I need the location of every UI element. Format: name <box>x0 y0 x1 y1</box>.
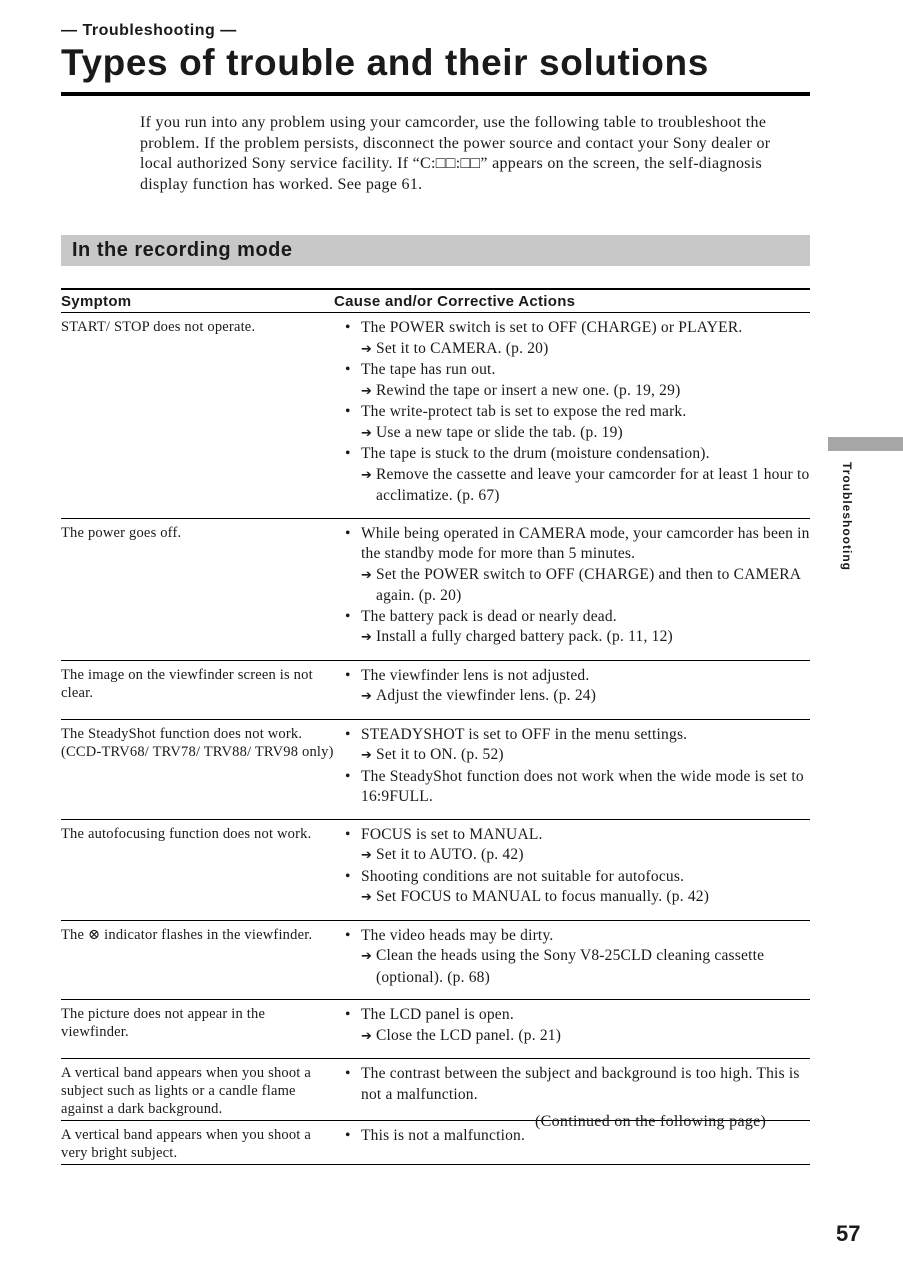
page-number: 57 <box>836 1221 861 1246</box>
cause-item: • The SteadyShot function does not work when the wide mode is set to 16:9FULL. <box>334 767 810 808</box>
action-item <box>334 887 810 909</box>
action-item <box>334 845 810 867</box>
cause-item: • The video heads may be dirty. <box>334 926 810 947</box>
cause-cell <box>334 719 810 819</box>
symptom-cell: START/ STOP does not operate. <box>61 319 256 335</box>
table-row <box>61 313 810 519</box>
title-rule <box>61 92 810 96</box>
cause-item: • The write-protect tab is set to expose the red mark. <box>334 402 810 423</box>
cause-item: • The POWER switch is set to OFF (CHARGE) or PLAYER. <box>334 318 810 339</box>
right-arrow-icon: ➔ <box>361 1028 373 1044</box>
right-arrow-icon: ➔ <box>361 341 373 357</box>
cause-cell <box>334 313 810 519</box>
row-spacer <box>334 1147 810 1156</box>
symptom-cell: A vertical band appears when you shoot a subject such as lights or a candle flame against a dark background. <box>61 1065 311 1117</box>
action-text: Set FOCUS to MANUAL to focus manually. (p. 42) <box>376 888 710 905</box>
right-arrow-icon: ➔ <box>361 748 373 763</box>
right-arrow-icon: ➔ <box>361 689 373 704</box>
action-item <box>334 381 810 403</box>
cause-item: • STEADYSHOT is set to OFF in the menu settings. <box>334 725 810 746</box>
right-arrow-icon: ➔ <box>361 890 373 905</box>
troubleshooting-table <box>61 288 810 1165</box>
action-item <box>334 946 810 988</box>
column-header-cause: Cause and/or Corrective Actions <box>334 293 576 310</box>
right-arrow-icon: ➔ <box>361 467 373 483</box>
row-spacer <box>334 507 810 516</box>
symptom-cell: The picture does not appear in the viewfinder. <box>61 1006 266 1040</box>
table-row <box>61 518 810 660</box>
continued-note: (Continued on the following page) <box>535 1113 767 1130</box>
row-spacer <box>334 649 810 658</box>
cause-item: • The viewfinder lens is not adjusted. <box>334 666 810 687</box>
table-row <box>61 1000 810 1059</box>
action-item <box>334 627 810 649</box>
action-text: Set it to ON. (p. 52) <box>376 746 504 763</box>
action-text: Adjust the viewfinder lens. (p. 24) <box>376 687 597 704</box>
symptom-cell: The autofocusing function does not work. <box>61 825 312 842</box>
cause-item: • While being operated in CAMERA mode, your camcorder has been in the standby mode for more than 5 minutes. <box>334 524 810 565</box>
cause-cell <box>334 920 810 1000</box>
cause-cell <box>334 1059 810 1121</box>
cause-item: • The LCD panel is open. <box>334 1005 810 1026</box>
action-text: Clean the heads using the Sony V8-25CLD cleaning cassette (optional). (p. 68) <box>376 947 765 986</box>
right-arrow-icon: ➔ <box>361 425 373 441</box>
cause-item: • The tape has run out. <box>334 360 810 381</box>
symptom-cell: The image on the viewfinder screen is not clear. <box>61 666 313 701</box>
row-spacer <box>334 708 810 717</box>
side-tab-marker <box>828 437 903 451</box>
cause-item: • The contrast between the subject and background is too high. This is not a malfunction. <box>334 1064 810 1105</box>
side-tab-label: Troubleshooting <box>840 462 854 571</box>
mode-heading: In the recording mode <box>72 239 293 261</box>
action-item <box>334 686 810 708</box>
right-arrow-icon: ➔ <box>361 848 373 863</box>
column-header-symptom: Symptom <box>61 293 132 310</box>
cause-item: • FOCUS is set to MANUAL. <box>334 825 810 846</box>
action-item <box>334 745 810 767</box>
action-item <box>334 565 810 607</box>
cause-item: • Shooting conditions are not suitable for autofocus. <box>334 867 810 888</box>
row-spacer <box>334 808 810 817</box>
cause-cell <box>334 819 810 920</box>
right-arrow-icon: ➔ <box>361 949 373 964</box>
right-arrow-icon: ➔ <box>361 630 373 645</box>
action-item <box>334 423 810 445</box>
section-label: — Troubleshooting — <box>61 22 237 39</box>
table-row <box>61 819 810 920</box>
action-text: Set the POWER switch to OFF (CHARGE) and then to CAMERA again. (p. 20) <box>376 565 801 604</box>
action-text: Use a new tape or slide the tab. (p. 19) <box>376 423 623 441</box>
action-text: Install a fully charged battery pack. (p. 11, 12) <box>376 628 673 645</box>
right-arrow-icon: ➔ <box>361 567 373 583</box>
action-text: Close the LCD panel. (p. 21) <box>376 1026 562 1044</box>
table-row <box>61 920 810 1000</box>
cause-cell <box>334 518 810 660</box>
symptom-cell: A vertical band appears when you shoot a very bright subject. <box>61 1127 311 1161</box>
cause-item: • The tape is stuck to the drum (moisture condensation). <box>334 444 810 465</box>
intro-paragraph: If you run into any problem using your camcorder, use the following table to troubleshoot the problem. If the problem persists, disconnect the power source and contact your Sony dealer or local authorized Sony service facility. If “C:□□:□□” appears on the screen, the self-diagnosis display function has worked. See page 61. <box>140 114 771 193</box>
action-item <box>334 339 810 361</box>
symptom-cell: The ⊗ indicator flashes in the viewfinder. <box>61 926 313 943</box>
cause-item: • This is not a malfunction. <box>334 1126 810 1147</box>
symptom-cell: The SteadyShot function does not work. (CCD-TRV68/ TRV78/ TRV88/ TRV98 only) <box>61 725 334 760</box>
table-header-row <box>61 289 810 313</box>
action-text: Set it to CAMERA. (p. 20) <box>376 339 549 357</box>
action-item <box>334 1026 810 1048</box>
right-arrow-icon: ➔ <box>361 383 373 399</box>
page-title: Types of trouble and their solutions <box>61 42 709 83</box>
cause-item: • The battery pack is dead or nearly dead. <box>334 607 810 628</box>
action-text: Remove the cassette and leave your camcorder for at least 1 hour to acclimatize. (p. 67) <box>376 465 810 504</box>
mode-banner <box>61 235 810 266</box>
table-row <box>61 660 810 719</box>
table-body <box>61 313 810 1165</box>
row-spacer <box>334 909 810 918</box>
action-text: Rewind the tape or insert a new one. (p. 19, 29) <box>376 381 681 399</box>
table-row <box>61 1059 810 1121</box>
action-item <box>334 465 810 507</box>
action-text: Set it to AUTO. (p. 42) <box>376 846 524 863</box>
table-row <box>61 719 810 819</box>
row-spacer <box>334 988 810 997</box>
symptom-cell: The power goes off. <box>61 524 182 541</box>
cause-cell <box>334 660 810 719</box>
row-spacer <box>334 1047 810 1056</box>
cause-cell <box>334 1000 810 1059</box>
